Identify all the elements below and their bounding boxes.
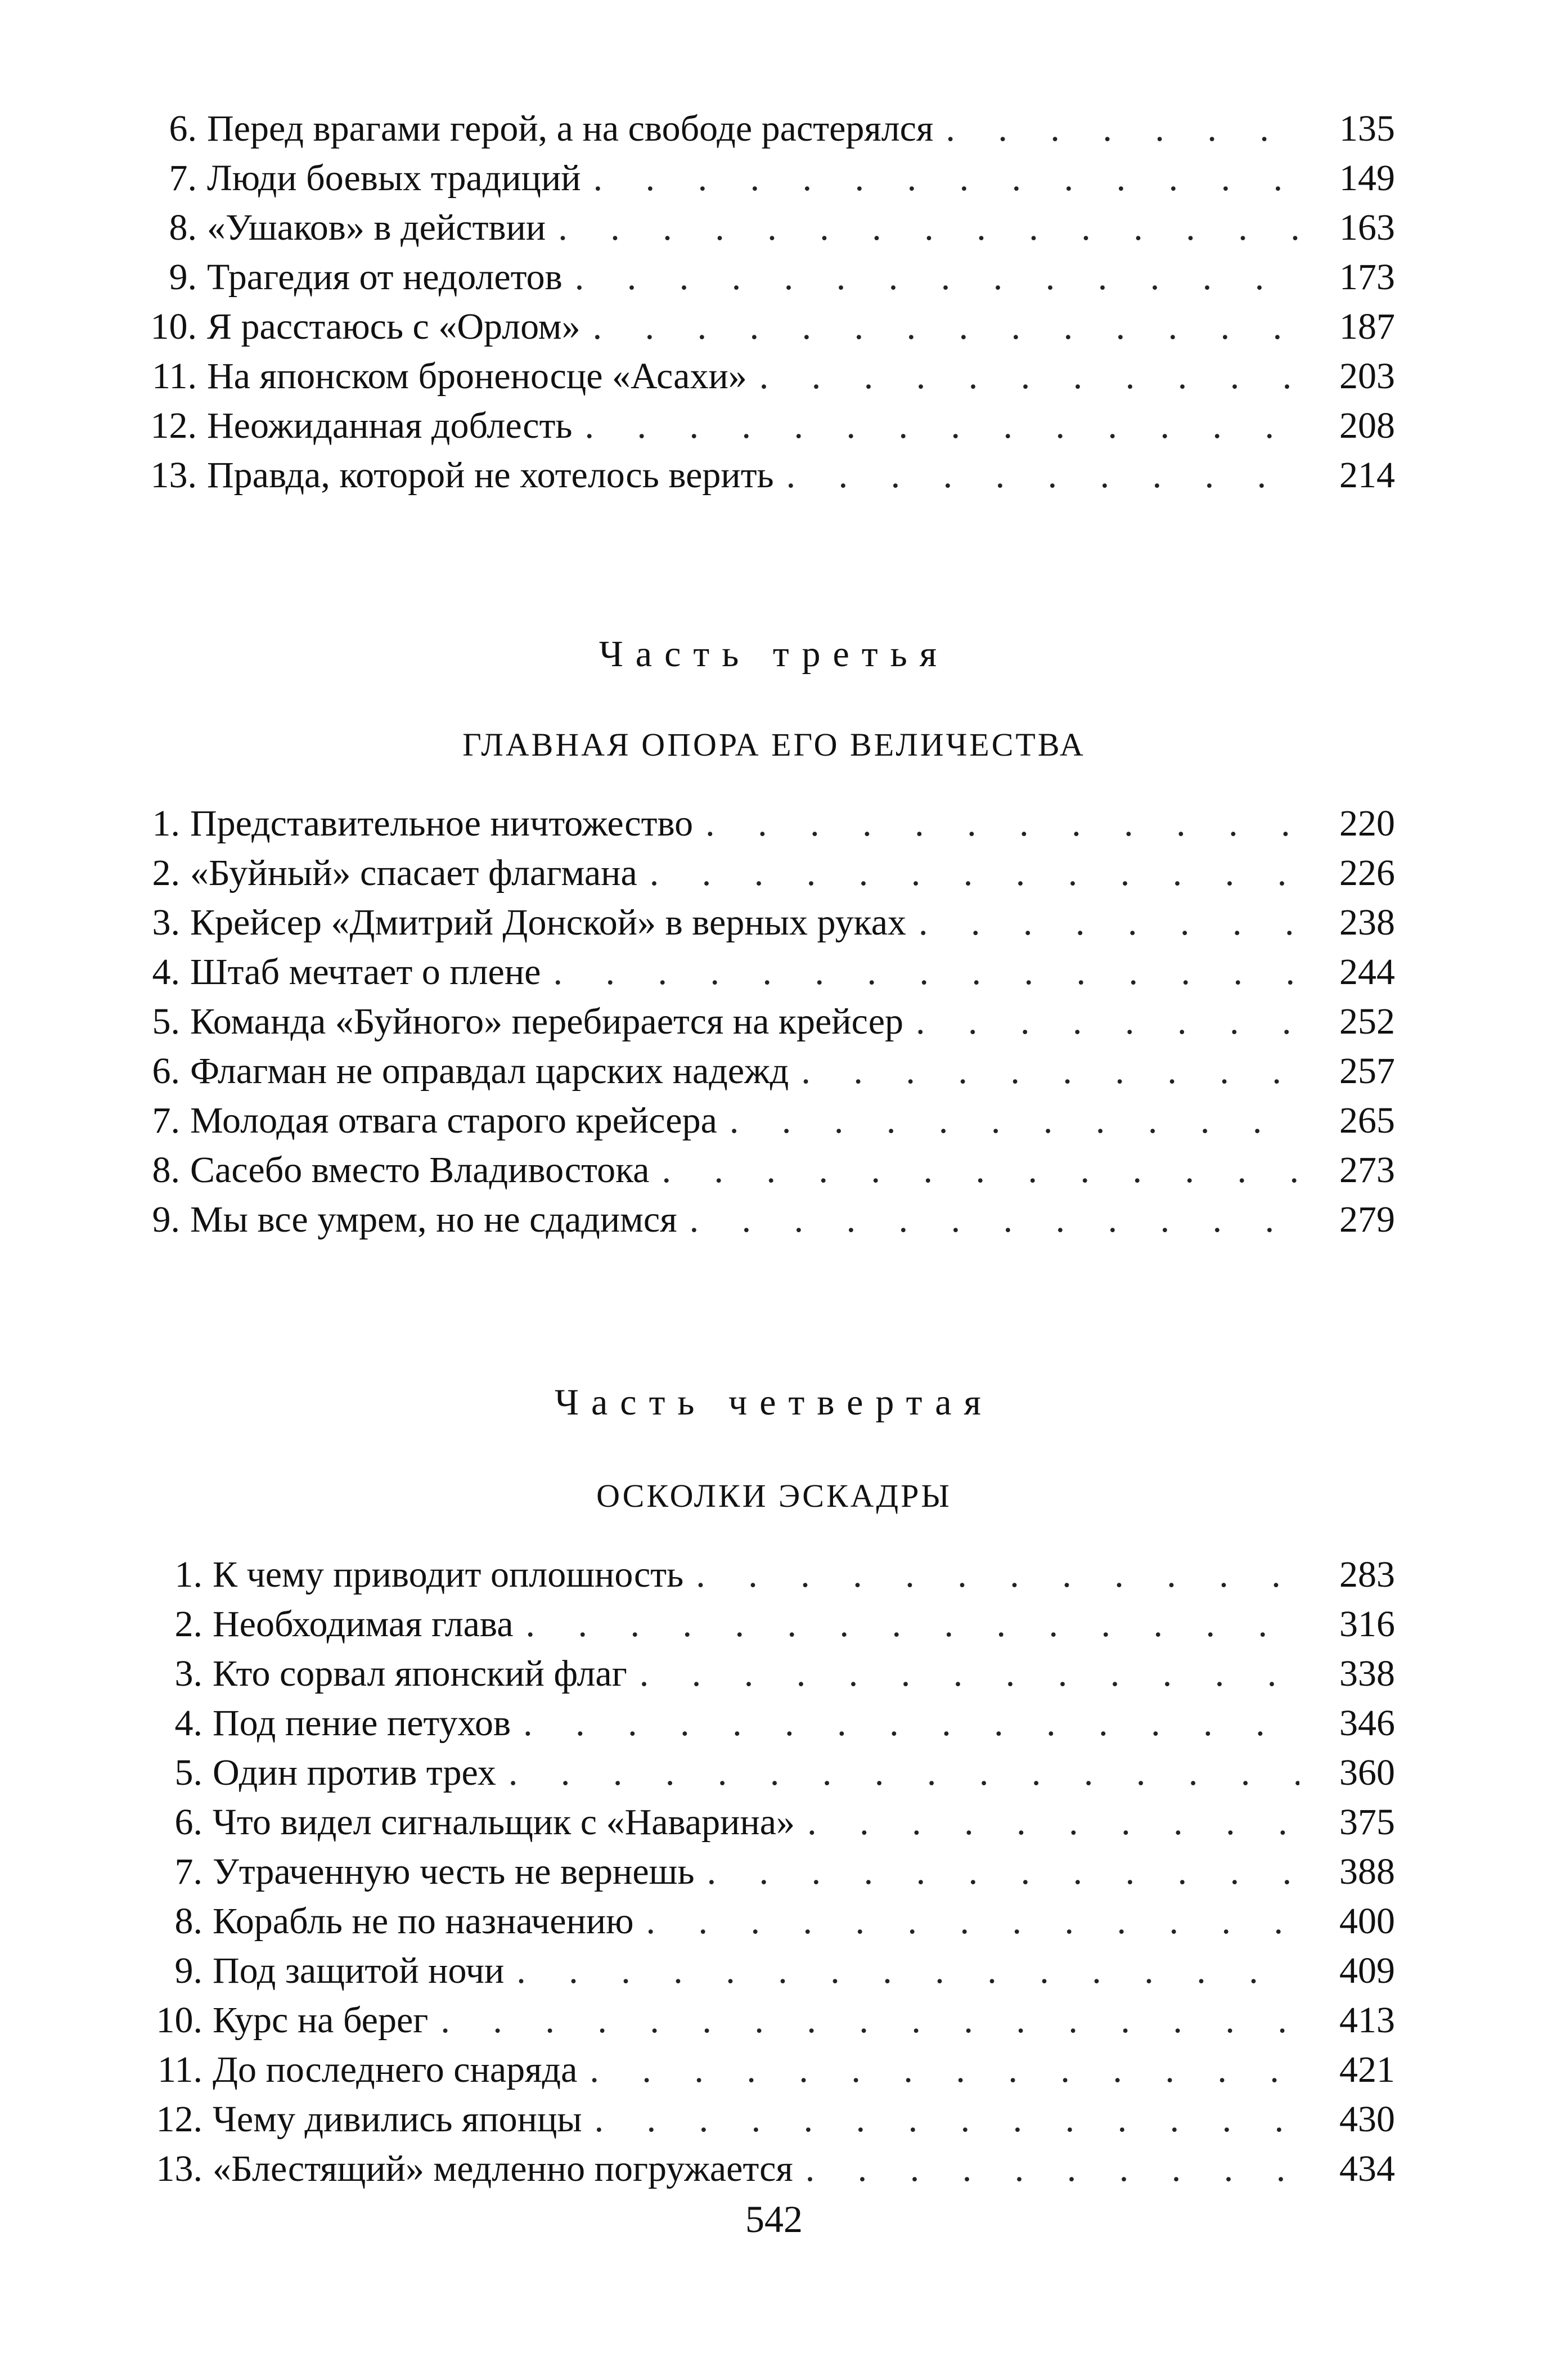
dot-leader [580,302,1299,352]
toc-entry [146,1847,1395,1897]
entry-number: 11. [157,2049,202,2090]
entry-number: 5. [174,1752,202,1793]
entry-page: 173 [1339,257,1395,298]
page-number: 542 [745,2198,803,2240]
entry-number: 6. [169,108,197,149]
entry-number: 6. [152,1050,180,1092]
entry-page: 203 [1339,356,1395,397]
entry-title: Необходимая глава [213,1604,514,1645]
dot-leader [903,997,1299,1047]
entry-page: 409 [1339,1950,1395,1991]
toc-entry [146,1946,1395,1996]
dot-leader [789,1047,1299,1096]
entry-title: Флагман не оправдал царских надежд [190,1050,789,1092]
entry-title: Правда, которой не хотелось верить [207,455,774,496]
toc-entry [146,104,1395,154]
dot-leader [906,898,1299,947]
entry-number: 7. [169,158,197,199]
entry-page: 244 [1339,951,1395,993]
entry-number: 13. [150,455,197,496]
toc-entry [146,352,1395,401]
dot-leader [573,401,1299,451]
entry-number: 8. [152,1149,180,1191]
entry-page: 252 [1339,1001,1395,1042]
toc-entry [146,947,1395,997]
entry-page: 400 [1339,1901,1395,1942]
dot-leader [693,799,1299,848]
entry-number: 12. [156,2099,202,2140]
entry-number: 10. [156,2000,202,2041]
entry-title: Молодая отвага старого крейсера [190,1100,717,1141]
entry-number: 9. [169,257,197,298]
entry-number: 3. [174,1653,202,1694]
dot-leader [717,1096,1299,1146]
entry-page: 434 [1339,2148,1395,2189]
dot-leader [428,1996,1299,2045]
dot-leader [634,1897,1299,1946]
toc-entry [146,799,1395,848]
entry-page: 346 [1339,1703,1395,1744]
entry-page: 238 [1339,902,1395,943]
toc-entry [146,302,1395,352]
toc-entry [146,154,1395,203]
dot-leader [695,1847,1299,1897]
entry-title: Курс на берег [213,2000,429,2041]
dot-leader [774,451,1299,500]
dot-leader [637,848,1299,898]
entry-number: 6. [174,1802,202,1843]
dot-leader [577,2045,1299,2095]
entry-page: 316 [1339,1604,1395,1645]
entry-page: 163 [1339,207,1395,248]
toc-entry [146,1550,1395,1600]
entry-page: 226 [1339,852,1395,893]
entry-number: 2. [152,852,180,893]
entry-title: Под защитой ночи [213,1950,505,1991]
entry-page: 187 [1339,306,1395,347]
entry-page: 388 [1339,1851,1395,1892]
entry-number: 1. [174,1554,202,1595]
dot-leader [793,2144,1299,2194]
entry-page: 430 [1339,2099,1395,2140]
toc-entry [146,1146,1395,1195]
entry-number: 11. [151,356,197,397]
entry-number: 7. [152,1100,180,1141]
entry-page: 135 [1339,108,1395,149]
toc-entry [146,1195,1395,1245]
toc-entry [146,1600,1395,1649]
entry-title: Корабль не по назначению [213,1901,634,1942]
dot-leader [562,253,1299,302]
dot-leader [546,203,1299,253]
entry-page: 149 [1339,158,1395,199]
toc-entry [146,1897,1395,1946]
entry-number: 9. [174,1950,202,1991]
entry-title: «Ушаков» в действии [207,207,546,248]
entry-page: 257 [1339,1050,1395,1092]
toc-entry [146,451,1395,500]
dot-leader [496,1748,1299,1798]
toc-entry [146,1748,1395,1798]
entry-title: Кто сорвал японский флаг [213,1653,627,1694]
toc-entry [146,997,1395,1047]
dot-leader [581,154,1299,203]
entry-title: Команда «Буйного» перебирается на крейсер [190,1001,903,1042]
entry-page: 413 [1339,2000,1395,2041]
dot-leader [795,1798,1299,1847]
entry-title: «Буйный» спасает флагмана [190,852,637,893]
dot-leader [747,352,1299,401]
toc-entry [146,1699,1395,1748]
toc-entry [146,1996,1395,2045]
entry-number: 1. [152,803,180,844]
entry-page: 338 [1339,1653,1395,1694]
entry-number: 10. [150,306,197,347]
entry-page: 279 [1339,1199,1395,1240]
entry-number: 8. [169,207,197,248]
toc-entry [146,2045,1395,2095]
toc-entry [146,1047,1395,1096]
entry-title: Утраченную честь не вернешь [213,1851,695,1892]
toc-entry [146,203,1395,253]
dot-leader [627,1649,1299,1699]
dot-leader [683,1550,1299,1600]
entry-title: «Блестящий» медленно погружается [213,2148,793,2189]
toc-entry [146,401,1395,451]
entry-title: Сасебо вместо Владивостока [190,1149,650,1191]
entry-number: 9. [152,1199,180,1240]
toc-entry [146,1798,1395,1847]
entry-page: 273 [1339,1149,1395,1191]
dot-leader [649,1146,1299,1195]
entry-title: Один против трех [213,1752,496,1793]
entry-number: 4. [174,1703,202,1744]
entry-title: До последнего снаряда [213,2049,578,2090]
entry-title: Представительное ничтожество [190,803,694,844]
entry-number: 3. [152,902,180,943]
entry-number: 13. [156,2148,202,2189]
part-heading: Часть четвертая [555,1382,993,1423]
entry-page: 283 [1339,1554,1395,1595]
entry-number: 2. [174,1604,202,1645]
entry-title: Крейсер «Дмитрий Донской» в верных руках [190,902,906,943]
entry-title: Под пение петухов [213,1703,511,1744]
entry-title: Штаб мечтает о плене [190,951,541,993]
entry-number: 12. [150,405,197,446]
entry-page: 220 [1339,803,1395,844]
entry-number: 4. [152,951,180,993]
dot-leader [541,947,1299,997]
section-heading: ГЛАВНАЯ ОПОРА ЕГО ВЕЛИЧЕСТВА [462,726,1086,763]
entry-page: 421 [1339,2049,1395,2090]
entry-page: 265 [1339,1100,1395,1141]
dot-leader [582,2095,1299,2144]
entry-number: 8. [174,1901,202,1942]
toc-entry [146,253,1395,302]
entry-title: На японском броненосце «Асахи» [207,356,747,397]
entry-title: К чему приводит оплошность [213,1554,684,1595]
entry-page: 208 [1339,405,1395,446]
entry-number: 7. [174,1851,202,1892]
entry-page: 360 [1339,1752,1395,1793]
entry-title: Перед врагами герой, а на свободе растерялся [207,108,934,149]
entry-title: Я расстаюсь с «Орлом» [207,306,580,347]
entry-title: Что видел сигнальщик с «Наварина» [213,1802,795,1843]
toc-entry [146,898,1395,947]
toc-entry [146,2144,1395,2194]
dot-leader [511,1699,1299,1748]
toc-entry [146,848,1395,898]
dot-leader [504,1946,1299,1996]
toc-entry [146,2095,1395,2144]
entry-page: 214 [1339,455,1395,496]
dot-leader [933,104,1299,154]
toc-entry [146,1096,1395,1146]
part-heading: Часть третья [598,634,950,675]
entry-number: 5. [152,1001,180,1042]
entry-title: Неожиданная доблесть [207,405,573,446]
entry-title: Люди боевых традиций [207,158,581,199]
entry-title: Мы все умрем, но не сдадимся [190,1199,677,1240]
toc-entry [146,1649,1395,1699]
entry-title: Трагедия от недолетов [207,257,562,298]
dot-leader [514,1600,1299,1649]
section-heading: ОСКОЛКИ ЭСКАДРЫ [596,1478,952,1514]
entry-page: 375 [1339,1802,1395,1843]
dot-leader [677,1195,1299,1245]
entry-title: Чему дивились японцы [213,2099,582,2140]
